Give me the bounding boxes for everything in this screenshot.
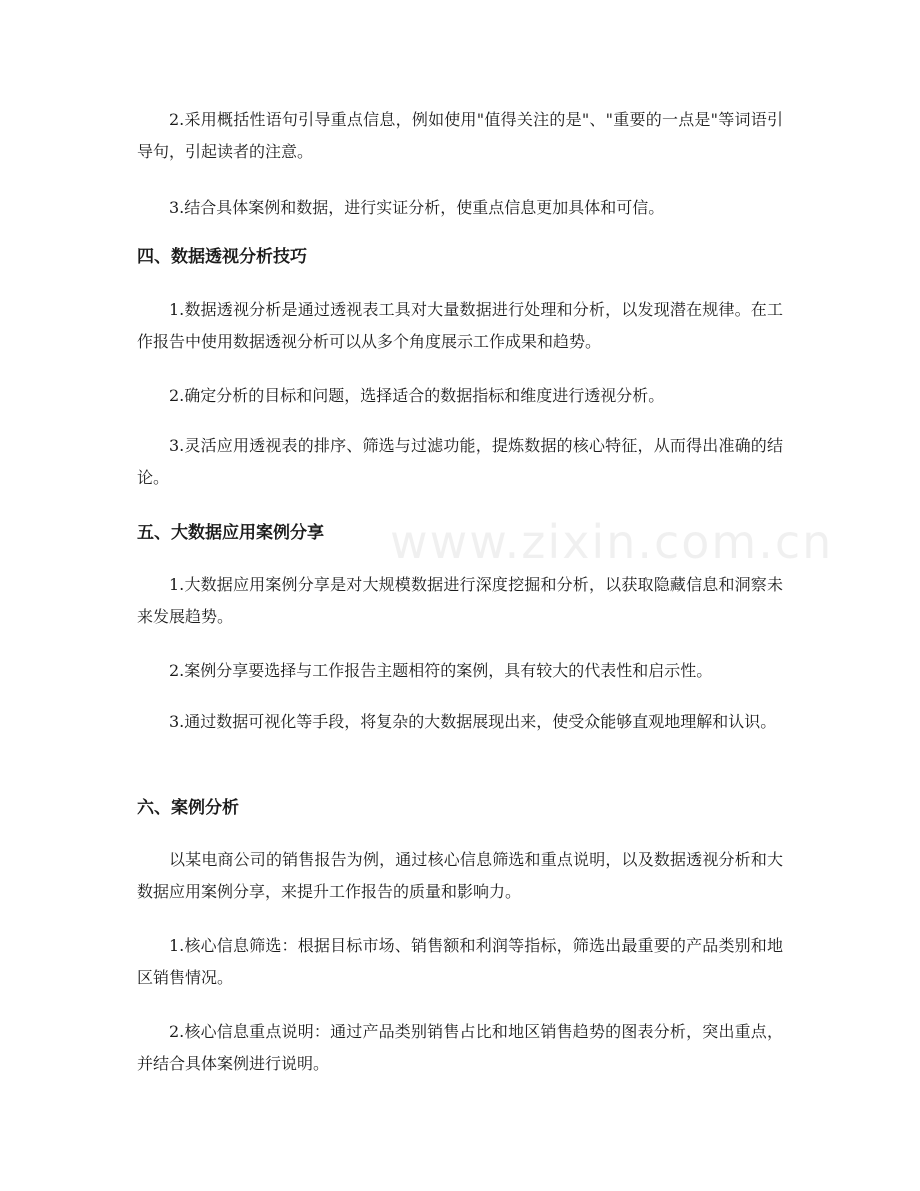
paragraph-core-info-emphasis: 2.核心信息重点说明：通过产品类别销售占比和地区销售趋势的图表分析，突出重点，并结合具体案例进行说明。 [137,1022,783,1073]
paragraph-visualization: 3.通过数据可视化等手段，将复杂的大数据展现出来，使受众能够直观地理解和认识。 [169,712,777,731]
paragraph-pivot-goals: 2.确定分析的目标和问题，选择适合的数据指标和维度进行透视分析。 [169,386,665,405]
paragraph-pivot-intro: 1.数据透视分析是通过透视表工具对大量数据进行处理和分析，以发现潜在规律。在工作报告中使用数据透视分析可以从多个角度展示工作成果和趋势。 [137,300,783,351]
paragraph-case-data: 3.结合具体案例和数据，进行实证分析，使重点信息更加具体和可信。 [169,198,665,217]
section-heading-pivot-analysis: 四、数据透视分析技巧 [137,247,307,267]
paragraph-big-data-intro: 1.大数据应用案例分享是对大规模数据进行深度挖掘和分析，以获取隐藏信息和洞察未来发展趋势。 [137,575,783,626]
paragraph-ecommerce-example: 以某电商公司的销售报告为例，通过核心信息筛选和重点说明，以及数据透视分析和大数据应用案例分享，来提升工作报告的质量和影响力。 [137,850,783,901]
paragraph-case-selection: 2.案例分享要选择与工作报告主题相符的案例，具有较大的代表性和启示性。 [169,661,713,680]
paragraph-pivot-filtering: 3.灵活应用透视表的排序、筛选与过滤功能，提炼数据的核心特征，从而得出准确的结论。 [137,436,783,487]
paragraph-core-info-filtering: 1.核心信息筛选：根据目标市场、销售额和利润等指标，筛选出最重要的产品类别和地区销售情况。 [137,936,783,987]
section-heading-case-analysis: 六、案例分析 [137,798,239,818]
paragraph-emphasis-phrases: 2.采用概括性语句引导重点信息，例如使用"值得关注的是"、"重要的一点是"等词语引导句，引起读者的注意。 [137,110,783,161]
watermark: www.zixin.com.cn [390,515,834,569]
section-heading-big-data-cases: 五、大数据应用案例分享 [137,523,324,543]
